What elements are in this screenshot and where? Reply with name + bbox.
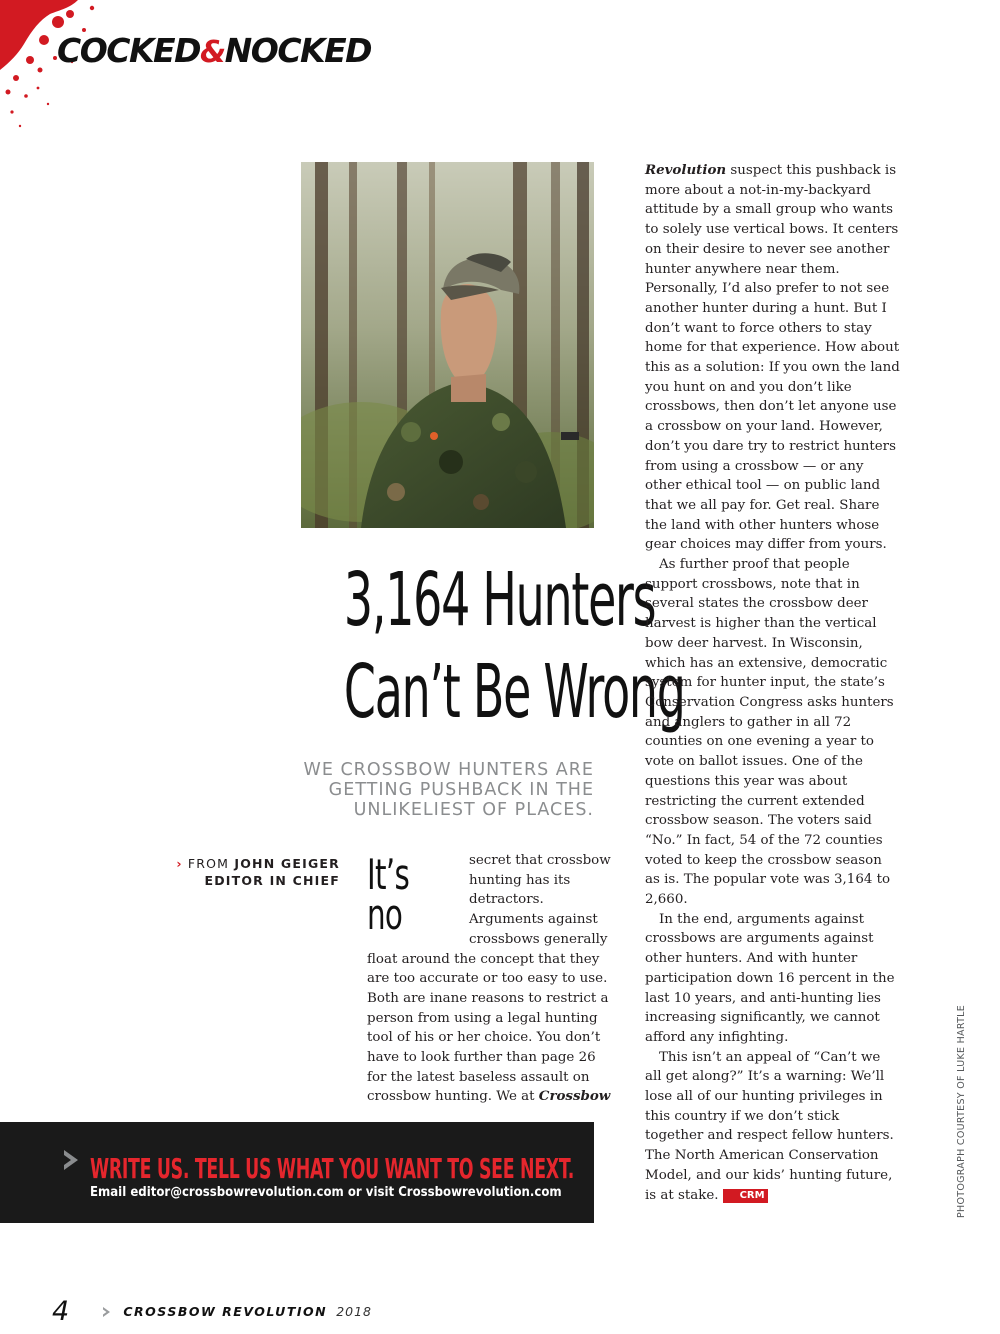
article-byline bbox=[130, 855, 340, 889]
byline-arrow-icon: › bbox=[176, 856, 183, 871]
headline-line-2: Can’t Be Wrong bbox=[343, 649, 685, 735]
column-2-italic-text: Revolution bbox=[645, 162, 727, 178]
promo-headline: WRITE US. TELL US WHAT YOU WANT TO SEE NEXT. bbox=[90, 1152, 575, 1185]
hunter-photo-illustration bbox=[301, 162, 594, 528]
article-dropcap: It’s no bbox=[367, 850, 410, 939]
paragraph-4 bbox=[645, 1048, 900, 1206]
article-deck bbox=[170, 760, 594, 820]
deck-line-2: GETTING PUSHBACK IN THE bbox=[328, 780, 594, 800]
paragraph-3: In the end, arguments against crossbows are arguments against other hunters. And with hunter participation down 16 percent in the last 10 years, and anti-hunting lies increasing significantly, we cannot afford any infighting. bbox=[645, 911, 895, 1045]
page-number: 4 bbox=[52, 1296, 70, 1327]
column-1-text: secret that crossbow hunting has its detractors. Arguments against crossbows generally float around the concept that they are too accurate or too easy to use. Both are inane reasons to restrict a person from using a legal hunting tool of his or her choice. You don’t have to look further than page 26 for the latest baseless assault on crossbow hunting. We at bbox=[367, 853, 611, 1105]
paragraph-4-text: This isn’t an appeal of “Can’t we all get along?” It’s a warning: We’ll lose all of our hunting privileges in this country if we don’t stick together and respect fellow hunters. The North American Conservation Model, and our kids’ hunting future, is at stake. bbox=[645, 1049, 894, 1203]
photo-credit: PHOTOGRAPH COURTESY OF LUKE HARTLE bbox=[956, 1004, 967, 1218]
section-title-part1: COCKED bbox=[57, 31, 200, 70]
hunter-photo bbox=[301, 162, 594, 528]
chevron-right-icon bbox=[102, 1306, 112, 1318]
section-title bbox=[57, 31, 372, 70]
article-column-1 bbox=[367, 851, 619, 1107]
column-1-italic-text: Crossbow bbox=[538, 1088, 611, 1105]
footer-magazine-name: CROSSBOW REVOLUTION bbox=[123, 1304, 328, 1319]
deck-line-1: WE CROSSBOW HUNTERS ARE bbox=[303, 760, 594, 780]
section-title-part2: NOCKED bbox=[224, 31, 372, 70]
paragraph-1 bbox=[645, 161, 900, 555]
write-us-promo-banner bbox=[0, 1122, 594, 1223]
headline-line-1: 3,164 Hunters bbox=[343, 557, 656, 643]
section-title-ampersand: & bbox=[200, 35, 225, 70]
byline-from-label: FROM bbox=[187, 856, 230, 871]
paragraph-1-text: suspect this pushback is more about a not-in-my-backyard attitude by a small group who wants to solely use vertical bows. It centers on their desire to never see another hunter anywhere near them. Personally, I’d also prefer to not see another hunter during a hunt. But I don’t want to force others to stay home for that experience. How about this as a solution: If you own the land you hunt on and you don’t like crossbows, then don’t let anyone use a crossbow on your land. However, don’t you dare try to restrict hunters from using a crossbow — or any other ethical tool — on public land that we all pay for. Get real. Share the land with other hunters whose gear choices may differ from yours. bbox=[645, 163, 900, 553]
paragraph-2: As further proof that people support crossbows, note that in several states the crossbow deer harvest is higher than the vertical bow deer harvest. In Wisconsin, which has an extensive, democratic system for hunter input, the state’s Conservation Congress asks hunters and anglers to gather in all 72 counties on one evening a year to vote on ballot issues. One of the questions this year was about restricting the current extended crossbow season. The voters said “No.” In fact, 54 of the 72 counties voted to keep the crossbow season as is. The popular vote was 3,164 to 2,660. bbox=[645, 557, 894, 908]
byline-role: EDITOR IN CHIEF bbox=[204, 873, 340, 888]
article-headline bbox=[343, 554, 685, 738]
page-footer bbox=[52, 1296, 372, 1327]
end-mark-badge: CRM bbox=[723, 1189, 768, 1203]
chevron-right-icon bbox=[62, 1148, 82, 1172]
byline-author: JOHN GEIGER bbox=[234, 856, 340, 871]
footer-year: 2018 bbox=[336, 1304, 373, 1319]
promo-contact-text[interactable]: Email editor@crossbowrevolution.com or visit Crossbowrevolution.com bbox=[90, 1184, 562, 1200]
deck-line-3: UNLIKELIEST OF PLACES. bbox=[353, 800, 594, 820]
article-column-2 bbox=[645, 161, 900, 1205]
